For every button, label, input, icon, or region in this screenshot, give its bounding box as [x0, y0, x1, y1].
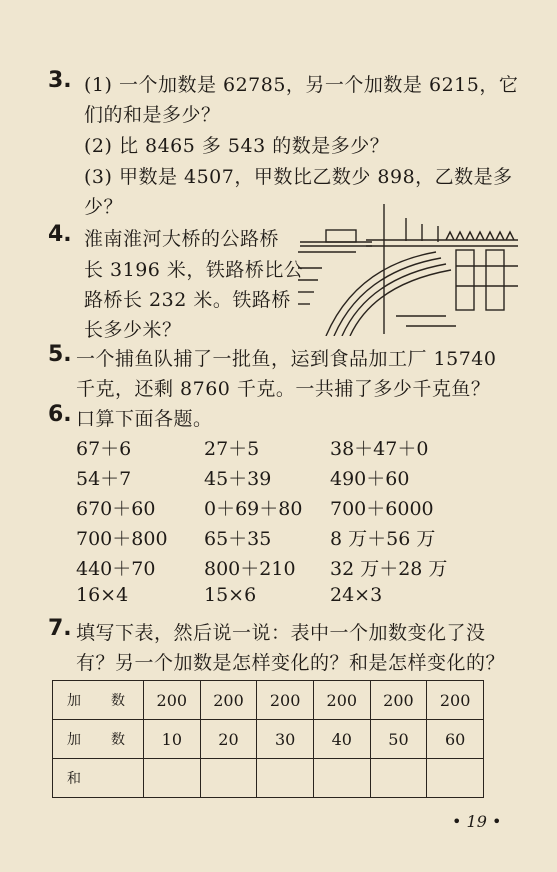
- q5-number: 5.: [48, 342, 72, 367]
- table-cell: 30: [257, 720, 314, 759]
- q4-number: 4.: [48, 222, 72, 247]
- oral-item: 65＋35: [204, 528, 272, 550]
- q3-line5: 少？: [84, 196, 124, 218]
- oral-item: 45＋39: [204, 468, 272, 490]
- row-header: 加 数: [53, 720, 144, 759]
- oral-item: 67＋6: [76, 438, 132, 460]
- empty-cell: [200, 759, 257, 798]
- q5-line1: 一个捕鱼队捕了一批鱼，运到食品加工厂 15740: [76, 348, 497, 370]
- bridge-illustration: [296, 196, 518, 336]
- page-number: • 19 •: [452, 812, 502, 831]
- table-cell: 200: [370, 681, 427, 720]
- table-row: [53, 759, 484, 798]
- q5-line2: 千克，还剩 8760 千克。一共捕了多少千克鱼？: [76, 378, 491, 400]
- q7-line2: 有？另一个加数是怎样变化的？和是怎样变化的？: [76, 652, 506, 674]
- oral-item: 38＋47＋0: [330, 438, 429, 460]
- oral-item: 700＋800: [76, 528, 168, 550]
- oral-item: 8 万＋56 万: [330, 528, 436, 550]
- q3-line1: (1) 一个加数是 62785，另一个加数是 6215，它: [84, 74, 519, 96]
- empty-cell: [144, 759, 201, 798]
- oral-item: 440＋70: [76, 558, 156, 580]
- table-cell: 20: [200, 720, 257, 759]
- table-row: [53, 681, 484, 720]
- q4-line2: 长 3196 米，铁路桥比公: [84, 259, 304, 281]
- row-header: 加 数: [53, 681, 144, 720]
- table-cell: 60: [427, 720, 484, 759]
- oral-item: 15×6: [204, 584, 257, 606]
- table-cell: 200: [313, 681, 370, 720]
- table-row: [53, 720, 484, 759]
- table-cell: 50: [370, 720, 427, 759]
- oral-item: 54＋7: [76, 468, 132, 490]
- empty-cell: [313, 759, 370, 798]
- oral-item: 700＋6000: [330, 498, 434, 520]
- table-cell: 200: [200, 681, 257, 720]
- addend-table: [52, 680, 484, 798]
- q7-line1: 填写下表，然后说一说：表中一个加数变化了没: [76, 622, 486, 644]
- table-cell: 40: [313, 720, 370, 759]
- q6-number: 6.: [48, 402, 72, 427]
- oral-item: 32 万＋28 万: [330, 558, 448, 580]
- q3-number: 3.: [48, 68, 72, 93]
- table-cell: 200: [144, 681, 201, 720]
- q3-line3: (2) 比 8465 多 543 的数是多少？: [84, 135, 390, 157]
- oral-item: 0＋69＋80: [204, 498, 303, 520]
- table-cell: 200: [427, 681, 484, 720]
- q4-line1: 淮南淮河大桥的公路桥: [84, 228, 280, 250]
- q3-line4: (3) 甲数是 4507，甲数比乙数少 898，乙数是多: [84, 166, 513, 188]
- oral-item: 800＋210: [204, 558, 296, 580]
- oral-item: 16×4: [76, 584, 129, 606]
- empty-cell: [257, 759, 314, 798]
- empty-cell: [427, 759, 484, 798]
- q7-number: 7.: [48, 616, 72, 641]
- q4-line4: 长多少米？: [84, 319, 182, 341]
- oral-item: 670＋60: [76, 498, 156, 520]
- oral-item: 27＋5: [204, 438, 260, 460]
- table-cell: 200: [257, 681, 314, 720]
- row-header: 和: [53, 759, 144, 798]
- q3-line2: 们的和是多少？: [84, 104, 221, 126]
- table-cell: 10: [144, 720, 201, 759]
- oral-item: 24×3: [330, 584, 383, 606]
- oral-item: 490＋60: [330, 468, 410, 490]
- q6-title: 口算下面各题。: [76, 408, 213, 430]
- q4-line3: 路桥长 232 米。铁路桥: [84, 289, 291, 311]
- empty-cell: [370, 759, 427, 798]
